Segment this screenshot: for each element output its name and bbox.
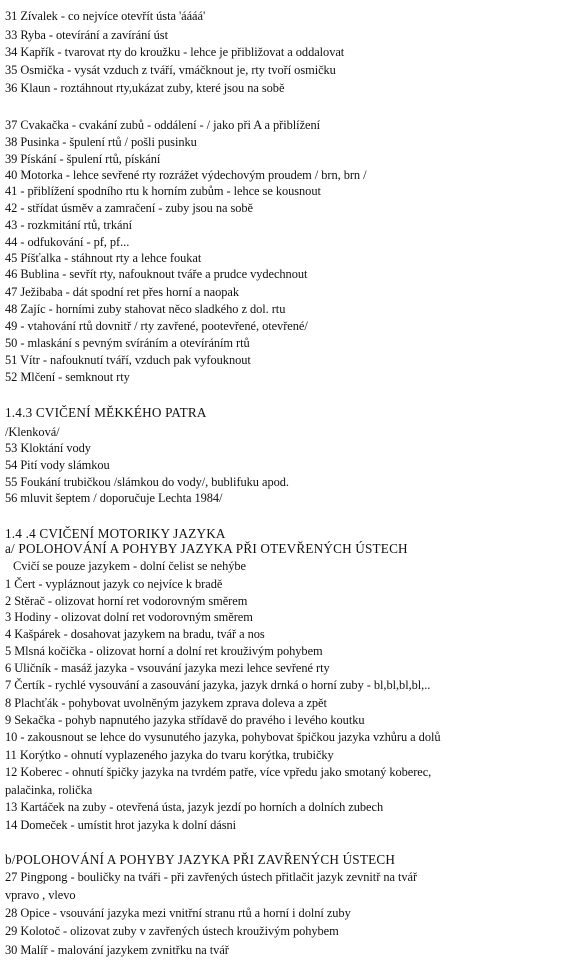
text-line: /Klenková/ bbox=[5, 425, 60, 439]
text-line: 5 Mlsná kočička - olizovat horní a dolní ret krouživým pohybem bbox=[5, 644, 323, 658]
text-line: 46 Bublina - sevřít rty, nafouknout tváře a prudce vydechnout bbox=[5, 267, 308, 281]
text-line: 44 - odfukování - pf, pf... bbox=[5, 235, 130, 249]
text-line: 53 Kloktání vody bbox=[5, 441, 91, 455]
subsection-heading: a/ POLOHOVÁNÍ A POHYBY JAZYKA PŘI OTEVŘENÝCH ÚSTECH bbox=[5, 541, 408, 556]
text-line: 35 Osmička - vysát vzduch z tváří, vmáčknout je, rty tvoří osmičku bbox=[5, 63, 336, 77]
text-line: 8 Plachťák - pohybovat uvolněným jazykem zprava doleva a zpět bbox=[5, 696, 327, 710]
text-line: 7 Čertík - rychlé vysouvání a zasouvání jazyka, jazyk drnká o horní zuby - bl,bl,bl,bl,.. bbox=[5, 678, 431, 692]
text-line: 6 Uličník - masáž jazyka - vsouvání jazyka mezi lehce sevřené rty bbox=[5, 661, 330, 675]
text-line: 54 Pití vody slámkou bbox=[5, 458, 110, 472]
text-line: 40 Motorka - lehce sevřené rty rozrážet výdechovým proudem / brn, brn / bbox=[5, 168, 367, 182]
text-line: vpravo , vlevo bbox=[5, 888, 76, 902]
text-line: 27 Pingpong - bouličky na tváři - při zavřených ústech přitlačit jazyk zevnitř na tvář bbox=[5, 870, 418, 884]
text-line: 38 Pusinka - špulení rtů / pošli pusinku bbox=[5, 135, 197, 149]
text-line: 1 Čert - vypláznout jazyk co nejvíce k bradě bbox=[5, 577, 223, 591]
text-line: 13 Kartáček na zuby - otevřená ústa, jazyk jezdí po horních a dolních zubech bbox=[5, 800, 384, 814]
text-line: 43 - rozkmitání rtů, trkání bbox=[5, 218, 132, 232]
text-line: 9 Sekačka - pohyb napnutého jazyka střídavě do pravého i levého koutku bbox=[5, 713, 365, 727]
subsection-heading: b/POLOHOVÁNÍ A POHYBY JAZYKA PŘI ZAVŘENÝCH ÚSTECH bbox=[5, 852, 396, 867]
text-line: 28 Opice - vsouvání jazyka mezi vnitřní stranu rtů a horní i dolní zuby bbox=[5, 906, 351, 920]
text-line: 33 Ryba - otevírání a zavírání úst bbox=[5, 28, 168, 42]
text-line: 52 Mlčení - semknout rty bbox=[5, 370, 130, 384]
text-line: 55 Foukání trubičkou /slámkou do vody/, bublifuku apod. bbox=[5, 475, 289, 489]
text-line: 50 - mlaskání s pevným svíráním a otevíráním rtů bbox=[5, 336, 250, 350]
text-line: 39 Pískání - špulení rtů, pískání bbox=[5, 152, 161, 166]
text-line: 47 Ježibaba - dát spodní ret přes horní a naopak bbox=[5, 285, 239, 299]
text-line: Cvičí se pouze jazykem - dolní čelist se nehýbe bbox=[13, 559, 247, 573]
text-line: 37 Cvakačka - cvakání zubů - oddálení - / jako při A a přiblížení bbox=[5, 118, 321, 132]
text-line: 29 Kolotoč - olizovat zuby v zavřených ústech krouživým pohybem bbox=[5, 924, 339, 938]
text-line: 45 Píšťalka - stáhnout rty a lehce foukat bbox=[5, 251, 202, 265]
text-line: 30 Malíř - malování jazykem zvnitřku na tvář bbox=[5, 943, 229, 957]
text-line: 4 Kašpárek - dosahovat jazykem na bradu, tvář a nos bbox=[5, 627, 265, 641]
text-line: 10 - zakousnout se lehce do vysunutého jazyka, pohybovat špičkou jazyka vzhůru a dolů bbox=[5, 730, 441, 744]
text-line: 41 - přiblížení spodního rtu k horním zubům - lehce se kousnout bbox=[5, 184, 321, 198]
text-line: 12 Koberec - ohnutí špičky jazyka na tvrdém patře, více vpředu jako smotaný koberec, bbox=[5, 765, 432, 779]
text-line: 34 Kapřík - tvarovat rty do kroužku - lehce je přibližovat a oddalovat bbox=[5, 45, 345, 59]
section-heading: 1.4 .4 CVIČENÍ MOTORIKY JAZYKA bbox=[5, 526, 226, 541]
text-line: 36 Klaun - roztáhnout rty,ukázat zuby, které jsou na sobě bbox=[5, 81, 285, 95]
text-line: 3 Hodiny - olizovat dolní ret vodorovným směrem bbox=[5, 610, 253, 624]
text-line: 11 Korýtko - ohnutí vyplazeného jazyka do tvaru korýtka, trubičky bbox=[5, 748, 334, 762]
text-line: 2 Stěrač - olizovat horní ret vodorovným směrem bbox=[5, 594, 248, 608]
text-line: 49 - vtahování rtů dovnitř / rty zavřené, pootevřené, otevřené/ bbox=[5, 319, 308, 333]
text-line: palačinka, rolička bbox=[5, 783, 93, 797]
text-line: 48 Zajíc - horními zuby stahovat něco sladkého z dol. rtu bbox=[5, 302, 286, 316]
text-line: 42 - střídat úsměv a zamračení - zuby jsou na sobě bbox=[5, 201, 253, 215]
text-line: 51 Vítr - nafouknutí tváří, vzduch pak vyfouknout bbox=[5, 353, 251, 367]
text-line: 56 mluvit šeptem / doporučuje Lechta 1984/ bbox=[5, 491, 223, 505]
text-line: 14 Domeček - umístit hrot jazyka k dolní dásni bbox=[5, 818, 237, 832]
text-line: 31 Zívalek - co nejvíce otevřít ústa 'áááá' bbox=[5, 9, 206, 23]
section-heading: 1.4.3 CVIČENÍ MĚKKÉHO PATRA bbox=[5, 405, 207, 420]
